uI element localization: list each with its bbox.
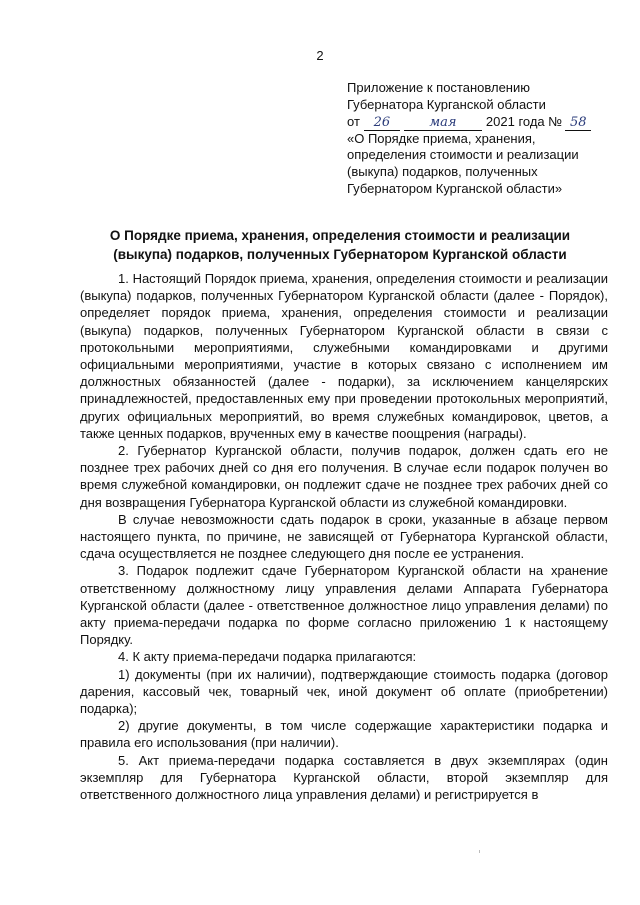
paragraph: 4. К акту приема-передачи подарка прилагаются: [118,649,417,665]
document-body [80,270,608,803]
handwritten-doc-number: 58 [565,116,591,131]
handwritten-month: мая [404,116,482,131]
paragraph: 5. Акт приема-передачи подарка составляется в двух экземплярах (один экземпляр для Губернатора Курганской области, второй экземпляр для ответственного должностного лица управления делами) и регистрируется в [80,752,608,803]
title-line: О Порядке приема, хранения, определения стоимости и реализации [109,228,571,243]
title-line: (выкупа) подарков, полученных Губернатором Курганской области [113,247,567,262]
paragraph: 1. Настоящий Порядок приема, хранения, определения стоимости и реализации (выкупа) подарков, полученных Губернатором Курганской области (далее - Порядок), определяет порядок приема, хранения, определения стоимости и реализации (выкупа) подарков, полученных Губернатором Курганской области в связи с протокольными мероприятиями, служебными командировками и другими официальными мероприятиями, участие в которых связано с исполнением им должностных обязанностей (далее - подарки), за исключением канцелярских принадлежностей, предоставленных ему при проведении протокольных мероприятий, других официальных мероприятий, во время служебных командировок, цветов, а также ценных подарков, врученных ему в качестве поощрения (награды). [80,271,608,441]
appendix-line: «О Порядке приема, хранения, [347,130,536,146]
appendix-date-line [347,114,609,131]
document-title [80,226,600,264]
appendix-block [347,80,609,198]
appendix-line: определения стоимости и реализации [347,147,579,163]
scan-speck [479,850,480,853]
paragraph: В случае невозможности сдать подарок в сроки, указанные в абзаце первом настоящего пункта, по причине, не зависящей от Губернатора Курганской области, сдача осуществляется не позднее следующего дня после ее устранения. [80,511,608,562]
appendix-line: (выкупа) подарков, полученных [347,164,538,180]
paragraph: 2. Губернатор Курганской области, получив подарок, должен сдать его не позднее трех рабочих дней со дня его получения. В случае если подарок получен во время служебной командировки, он подлежит сдаче не позднее трех рабочих дней со дня возвращения Губернатора Курганской области из служебной командировки. [80,443,608,510]
date-year-text: 2021 года № [485,113,563,129]
date-prefix: от [347,113,360,129]
page-number: 2 [316,48,324,63]
appendix-line: Губернатора Курганской области [347,96,546,112]
paragraph: 3. Подарок подлежит сдаче Губернатором Курганской области на хранение ответственному должностному лицу управления делами Аппарата Губернатора Курганской области (далее - ответственное должностное лицо управления делами) по акту приема-передачи подарка по форме согласно приложению 1 к настоящему Порядку. [80,563,608,648]
handwritten-day: 26 [364,116,400,131]
appendix-line: Губернатором Курганской области» [347,180,563,196]
paragraph: 1) документы (при их наличии), подтверждающие стоимость подарка (договор дарения, кассовый чек, товарный чек, иной документ об оплате (приобретении) подарка); [80,666,608,717]
paragraph: 2) другие документы, в том числе содержащие характеристики подарка и правила его использования (при наличии). [80,718,608,751]
appendix-line: Приложение к постановлению [347,80,530,95]
